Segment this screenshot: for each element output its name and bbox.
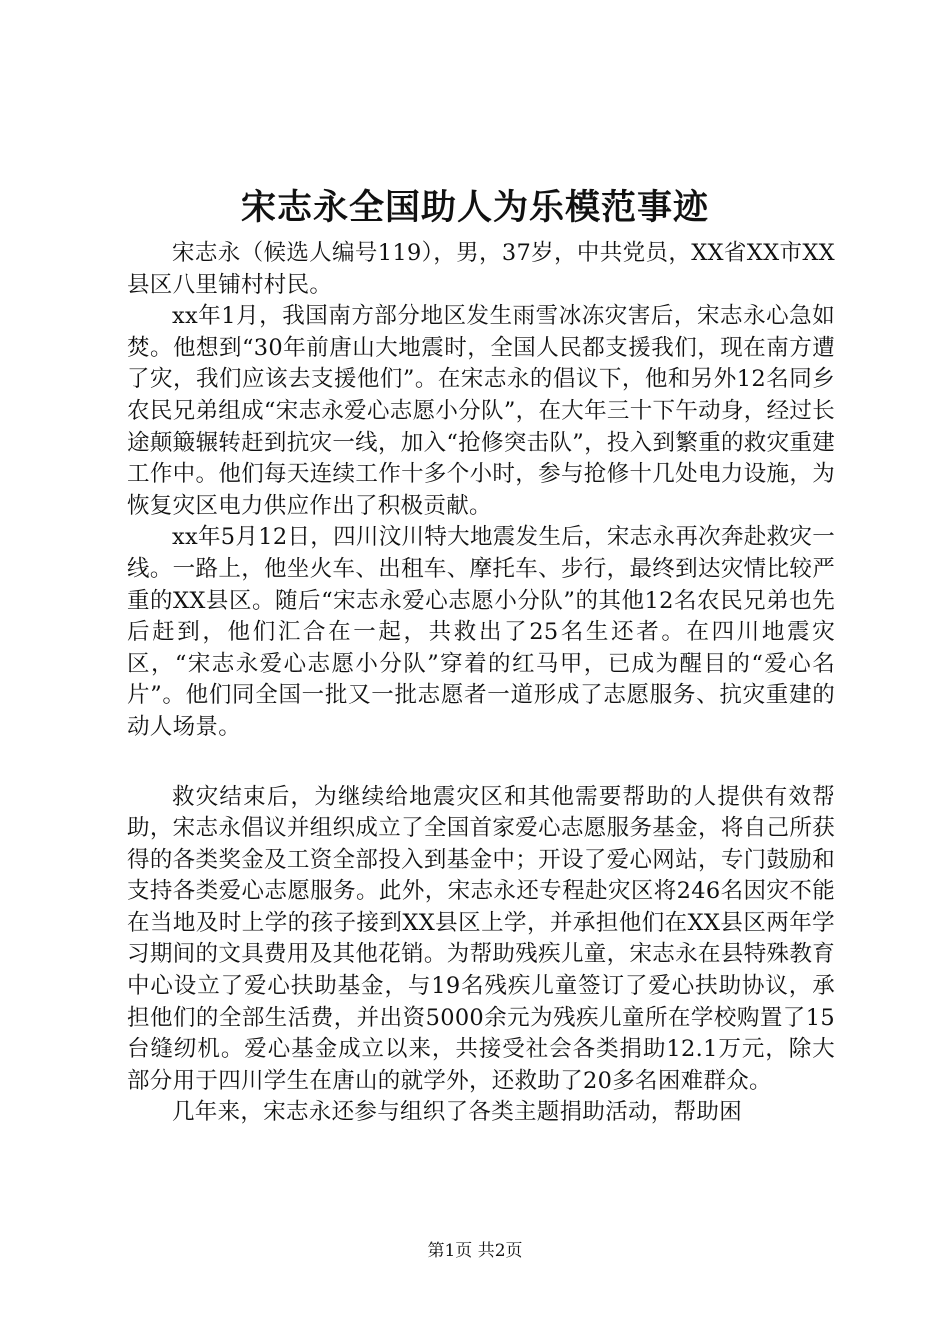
paragraph-charity-fund: 救灾结束后，为继续给地震灾区和其他需要帮助的人提供有效帮助，宋志永倡议并组织成立了全国首家爱心志愿服务基金，将自己所获得的各类奖金及工资全部投入到基金中；开设了爱心网站，专门鼓励和支持各类爱心志愿服务。此外，宋志永还专程赴灾区将246名因灾不能在当地及时上学的孩子接到XX县区上学，并承担他们在XX县区两年学习期间的文具费用及其他花销。为帮助残疾儿童，宋志永在县特殊教育中心设立了爱心扶助基金，与19名残疾儿童签订了爱心扶助协议，承担他们的全部生活费，并出资5000余元为残疾儿童所在学校购置了15台缝纫机。爱心基金成立以来，共接受社会各类捐助12.1万元，除大部分用于四川学生在唐山的就学外，还救助了20多名困难群众。	[127, 783, 835, 1094]
document-title: 宋志永全国助人为乐模范事迹	[240, 187, 709, 228]
paragraph-donation-activities: 几年来，宋志永还参与组织了各类主题捐助活动，帮助困	[172, 1099, 743, 1126]
paragraph-earthquake: xx年5月12日，四川汶川特大地震发生后，宋志永再次奔赴救灾一线。一路上，他坐火车、出租车、摩托车、步行，最终到达灾情比较严重的XX县区。随后“宋志永爱心志愿小分队”的其他12名农民兄弟也先后赶到，他们汇合在一起，共救出了25名生还者。在四川地震灾区，“宋志永爱心志愿小分队”穿着的红马甲，已成为醒目的“爱心名片”。他们同全国一批又一批志愿者一道形成了志愿服务、抗灾重建的动人场景。	[127, 524, 835, 740]
paragraph-snow-disaster: xx年1月，我国南方部分地区发生雨雪冰冻灾害后，宋志永心急如焚。他想到“30年前唐山大地震时，全国人民都支援我们，现在南方遭了灾，我们应该去支援他们”。在宋志永的倡议下，他和另外12名同乡农民兄弟组成“宋志永爱心志愿小分队”，在大年三十下午动身，经过长途颠簸辗转赶到抗灾一线，加入“抢修突击队”，投入到繁重的救灾重建工作中。他们每天连续工作十多个小时，参与抢修十几处电力设施，为恢复灾区电力供应作出了积极贡献。	[127, 303, 835, 519]
paragraph-gap	[127, 744, 835, 782]
document-body	[127, 238, 835, 1129]
paragraph-intro: 宋志永（候选人编号119），男，37岁，中共党员，XX省XX市XX县区八里铺村村民。	[127, 240, 835, 298]
page-footer: 第1页 共2页	[427, 1241, 523, 1261]
